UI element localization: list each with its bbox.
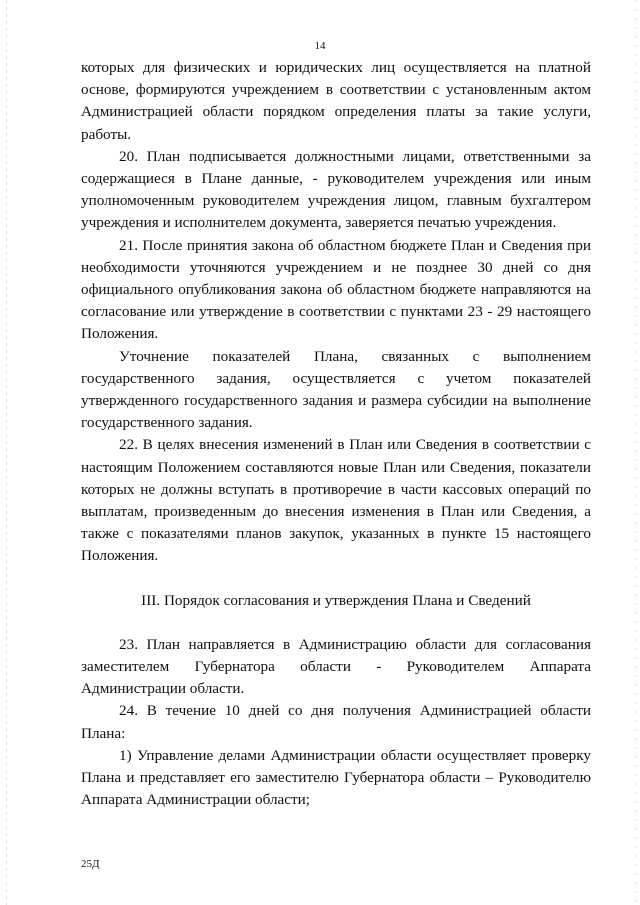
paragraph: 20. План подписывается должностными лицами, ответственными за содержащиеся в Плане данные, - руководителем учреждения или иным уполномоченным руководителем учреждения лицом, главным бухгалтером учреждения и исполнителем документа, заверяется печатью учреждения. — [81, 147, 591, 232]
footer-code: 25Д — [81, 858, 100, 870]
paragraph: 24. В течение 10 дней со дня получения Администрацией области Плана: — [81, 702, 591, 742]
scan-edge-right — [635, 0, 636, 905]
scan-edge-left — [6, 0, 7, 905]
paragraph: 21. После принятия закона об областном бюджете План и Сведения при необходимости уточняются учреждением и не позднее 30 дней со дня официального опубликования закона об областном бюджете направляются на согласование или утверждение в соответствии с пунктами 23 - 29 настоящего Положения. — [81, 236, 591, 343]
document-body — [81, 57, 591, 812]
paragraphs-after-heading — [81, 634, 591, 812]
paragraph: Уточнение показателей Плана, связанных с выполнением государственного задания, осуществляется с учетом показателей утвержденного государственного задания и размера субсидии на выполнение государственного задания. — [81, 347, 591, 432]
paragraph: которых для физических и юридических лиц осуществляется на платной основе, формируются учреждением в соответствии с установленным актом Администрацией области порядком определения платы за такие услуги, работы. — [81, 59, 591, 143]
paragraph: 22. В целях внесения изменений в План или Сведения в соответствии с настоящим Положением составляются новые План или Сведения, показатели которых не должны вступать в противоречие в части кассовых операций по выплатам, произведенным до внесения изменения в План или Сведения, а также с показателями планов закупок, указанных в пункте 15 настоящего Положения. — [81, 436, 591, 565]
paragraphs-before-heading — [81, 57, 591, 568]
page-number: 14 — [314, 40, 326, 52]
paragraph: 23. План направляется в Администрацию области для согласования заместителем Губернатора области - Руководителем Аппарата Администрации области. — [81, 635, 591, 698]
paragraph: 1) Управление делами Администрации области осуществляет проверку Плана и представляет его заместителю Губернатора области – Руководителю Аппарата Администрации области; — [81, 746, 591, 809]
section-heading: III. Порядок согласования и утверждения Плана и Сведений — [141, 591, 531, 609]
